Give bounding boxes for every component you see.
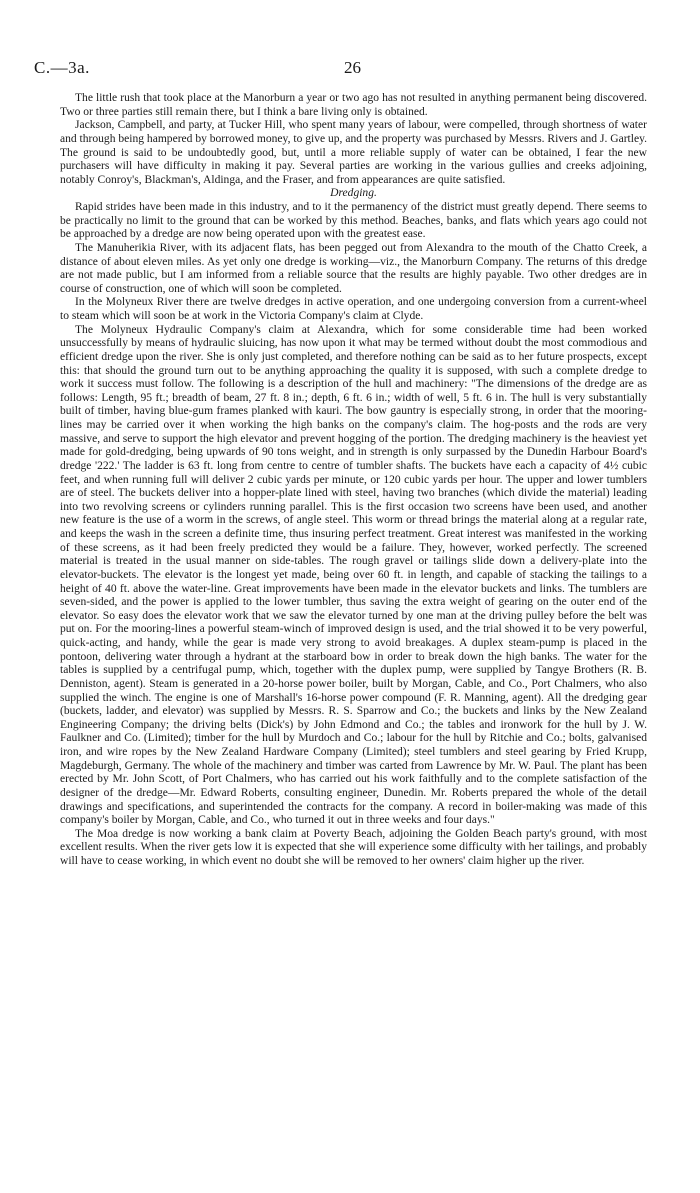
body-text <box>60 92 647 869</box>
paragraph-manorburn-rush: The little rush that took place at the Manorburn a year or two ago has not resulted in anything permanent being discovered. Two or three parties still remain there, but I think a bare living only is obtained. <box>60 92 647 118</box>
page-header <box>34 58 660 80</box>
paragraph-molyneux-hydraulic: The Molyneux Hydraulic Company's claim at Alexandra, which for some considerable time had been worked unsuccessfully by means of hydraulic sluicing, has now upon it what may be termed without doubt the most commodious and efficient dredge upon the river. She is only just completed, and therefore nothing can be said as to her future prospects, except this: that should the ground turn out to be anything approaching the quality it is supposed, with such a complete dredge to work it success must follow. The following is a description of the hull and machinery: "The dimensions of the dredge are as follows: Length, 95 ft.; breadth of beam, 27 ft. 8 in.; depth, 6 ft. 6 in.; width of well, 5 ft. 6 in. The hull is very substantially built of timber, having blue-gum frames planked with kauri. The bow gauntry is especially strong, in order that the mooring-lines may be carried over it when working the high banks on the company's claim. The hog-posts and the rods are very massive, and serve to support the high elevator and prevent hogging of the portion. The dredging machinery is the heaviest yet made for gold-dredging, being upwards of 90 tons weight, and in strength is only surpassed by the Dunedin Harbour Board's dredge '222.' The ladder is 63 ft. long from centre to centre of tumbler shafts. The buckets have each a capacity of 4½ cubic feet, and when running full will deliver 2 cubic yards per minute, or 120 cubic yards per hour. The upper and lower tumblers are of steel. The buckets deliver into a hopper-plate lined with steel, having two branches (which divide the material) leading into two revolving screens or cylinders running parallel. This is the first occasion two screens have been used, and another new feature is the use of a worm in the screws, of angle steel. This worm or thread brings the material along at a regular rate, and keeps the wash in the screen a definite time, thus insuring perfect treatment. Great interest was manifested in the working of these screens, as it had been freely predicted they would be a failure. They, however, worked perfectly. The screened material is treated in the usual manner on side-tables. The rough gravel or tailings slide down a delivery-plate into the elevator-buckets. The elevator is the longest yet made, being over 60 ft. in length, and capable of stacking the tailings to a height of 40 ft. above the water-line. Great improvements have been made in the elevator buckets and links. The tumblers are seven-sided, and the power is applied to the lower tumbler, thus saving the extra weight of gearing on the outer end of the elevator. So easy does the elevator work that we saw the elevator turned by one man at the driving pulley before the belt was put on. For the mooring-lines a powerful steam-winch of improved design is used, and the trial showed it to be very powerful, quick-acting, and handy, while the gear is made very strong to avoid breakages. A duplex steam-pump is placed in the pontoon, delivering water through a hydrant at the starboard bow in order to break down the high banks. The water for the tables is supplied by a centrifugal pump, which, together with the duplex pump, were supplied by Tangye Brothers (R. B. Denniston, agent). Steam is generated in a 20-horse power boiler, built by Morgan, Cable, and Co., Port Chalmers, who also supplied the winch. The engine is one of Marshall's 16-horse power compound (F. R. Manning, agent). All the dredging gear (buckets, ladder, and elevator) was supplied by Messrs. R. S. Sparrow and Co.; the buckets and links by the New Zealand Engineering Company; the driving belts (Dick's) by John Edmond and Co.; the tables and ironwork for the hull by J. W. Faulkner and Co. (Limited); timber for the hull by Murdoch and Co.; labour for the hull by Ritchie and Co.; bolts, galvanised iron, and wire ropes by the New Zealand Hardware Company (Limited); steel tumblers and steel gearing by Fried Krupp, Magdeburgh, Germany. The whole of the machinery and timber was carted from Lawrence by Mr. W. Paul. The plant has been erected by Mr. John Scott, of Port Chalmers, who has carried out his work faithfully and to the complete satisfaction of the designer of the dredge—Mr. Edward Roberts, consulting engineer, Dunedin. Mr. Roberts prepared the whole of the detail drawings and specifications, and superintended the contracts for the company. A record in boiler-making was made of this company's boiler by Morgan, Cable, and Co., who turned it out in three weeks and four days." <box>60 323 647 827</box>
paragraph-moa-dredge: The Moa dredge is now working a bank claim at Poverty Beach, adjoining the Golden Beach party's ground, with most excellent results. When the river gets low it is expected that she will experience some difficulty with her tailings, and probably will have to cease working, in which event no doubt she will be removed to her owners' claim higher up the river. <box>60 827 647 867</box>
paragraph-manuherikia-river: The Manuherikia River, with its adjacent flats, has been pegged out from Alexandra to the mouth of the Chatto Creek, a distance of about eleven miles. As yet only one dredge is working—viz., the Manorburn Company. The returns of this dredge are not made public, but I am informed from a reliable source that the results are highly payable. Two other dredges are in course of construction, one of which will soon be completed. <box>60 241 647 295</box>
paragraph-rapid-strides: Rapid strides have been made in this industry, and to it the permanency of the district must greatly depend. There seems to be practically no limit to the ground that can be worked by this method. Beaches, banks, and flats which years ago could not be approached by a dredge are now being operated upon with the greatest ease. <box>60 201 647 241</box>
paragraph-tucker-hill: Jackson, Campbell, and party, at Tucker Hill, who spent many years of labour, were compelled, through shortness of water and through being hampered by borrowed money, to give up, and the property was purchased by Messrs. Rivers and J. Gartley. The ground is said to be undoubtedly good, but, until a more reliable supply of water can be obtained, I fear the new purchasers will have difficulty in making it pay. Several parties are working in the various gullies and creeks adjoining, notably Conroy's, Blackman's, Aldinga, and the Fraser, and from appearances are quite satisfied. <box>60 119 647 186</box>
report-code: C.—3a. <box>34 58 90 77</box>
page-number: 26 <box>344 58 361 77</box>
section-heading-dredging: Dredging. <box>330 187 377 200</box>
paragraph-molyneux-river: In the Molyneux River there are twelve dredges in active operation, and one undergoing conversion from a current-wheel to steam which will soon be at work in the Victoria Company's claim at Clyde. <box>60 296 647 322</box>
